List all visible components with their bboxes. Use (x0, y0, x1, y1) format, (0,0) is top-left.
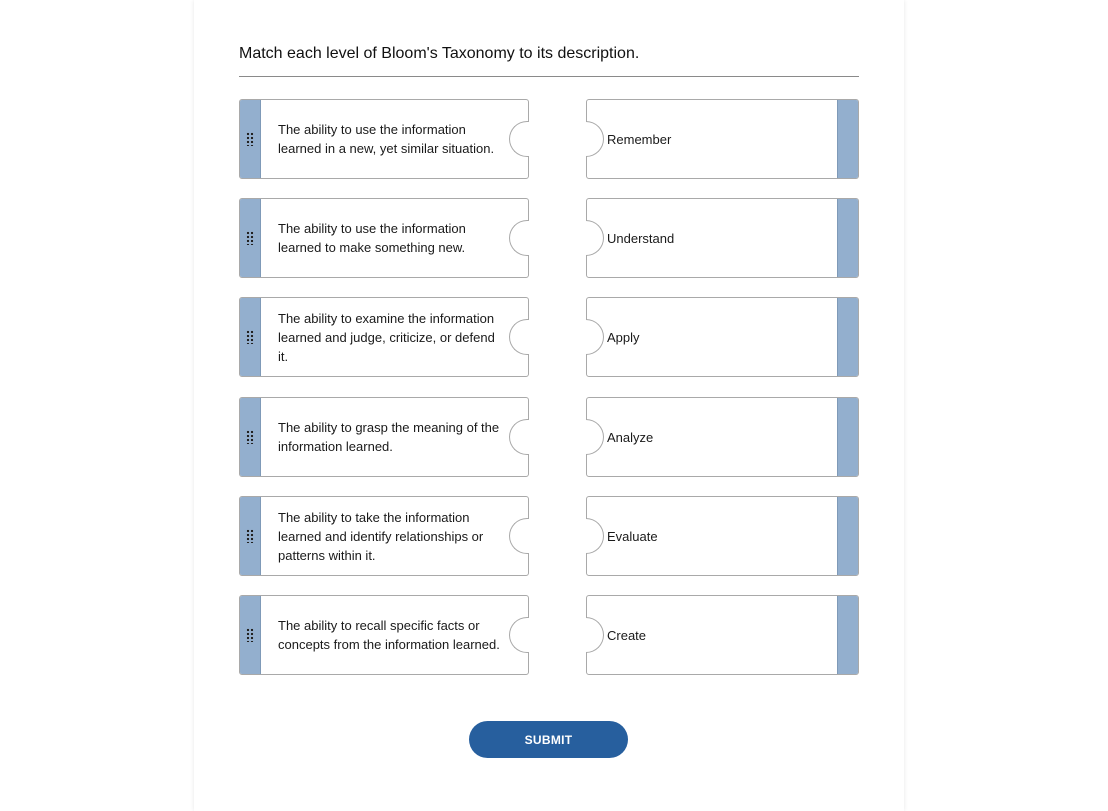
drag-handle[interactable] (240, 497, 261, 575)
drag-handle[interactable] (240, 398, 261, 476)
level-drop-target[interactable] (586, 297, 859, 377)
description-text: The ability to grasp the meaning of the information learned. (278, 420, 500, 454)
level-label: Understand (607, 230, 675, 246)
connector-socket (586, 220, 604, 256)
level-accent-bar (837, 100, 858, 178)
description-text: The ability to use the information learned in a new, yet similar situation. (278, 122, 495, 156)
connector-tab (509, 617, 529, 653)
level-accent-bar (837, 596, 858, 674)
connector-socket (586, 121, 604, 157)
connector-socket (586, 617, 604, 653)
drag-grip-icon (246, 330, 254, 344)
connector-tab (509, 419, 529, 455)
level-drop-target[interactable] (586, 595, 859, 675)
drag-grip-icon (246, 628, 254, 642)
connector-tab (509, 220, 529, 256)
level-accent-bar (837, 497, 858, 575)
level-drop-target[interactable] (586, 496, 859, 576)
description-draggable-card[interactable] (239, 595, 529, 675)
description-draggable-card[interactable] (239, 496, 529, 576)
level-drop-target[interactable] (586, 99, 859, 179)
match-row (239, 297, 859, 377)
drag-handle[interactable] (240, 100, 261, 178)
level-accent-bar (837, 199, 858, 277)
level-drop-target[interactable] (586, 198, 859, 278)
drag-grip-icon (246, 529, 254, 543)
description-text: The ability to recall specific facts or concepts from the information learned. (278, 618, 500, 652)
drag-handle[interactable] (240, 298, 261, 376)
match-row (239, 198, 859, 278)
drag-handle[interactable] (240, 199, 261, 277)
connector-tab (509, 518, 529, 554)
level-label: Evaluate (607, 528, 658, 544)
level-drop-target[interactable] (586, 397, 859, 477)
description-text: The ability to use the information learned to make something new. (278, 221, 466, 255)
level-label: Apply (607, 329, 640, 345)
description-draggable-card[interactable] (239, 99, 529, 179)
connector-socket (586, 319, 604, 355)
drag-grip-icon (246, 430, 254, 444)
match-row (239, 99, 859, 179)
drag-grip-icon (246, 132, 254, 146)
drag-handle[interactable] (240, 596, 261, 674)
connector-tab (509, 121, 529, 157)
connector-tab (509, 319, 529, 355)
question-title: Match each level of Bloom's Taxonomy to its description. (239, 44, 859, 77)
description-draggable-card[interactable] (239, 297, 529, 377)
level-label: Remember (607, 131, 672, 147)
description-draggable-card[interactable] (239, 397, 529, 477)
level-accent-bar (837, 398, 858, 476)
match-row (239, 595, 859, 675)
level-label: Create (607, 627, 647, 643)
match-row (239, 496, 859, 576)
description-text: The ability to examine the information learned and judge, criticize, or defend it. (278, 310, 495, 364)
description-text: The ability to take the information learned and identify relationships or patterns within it. (278, 509, 484, 563)
drag-grip-icon (246, 231, 254, 245)
level-label: Analyze (607, 429, 654, 445)
description-draggable-card[interactable] (239, 198, 529, 278)
connector-socket (586, 518, 604, 554)
level-accent-bar (837, 298, 858, 376)
connector-socket (586, 419, 604, 455)
submit-button[interactable]: SUBMIT (469, 721, 628, 758)
match-row (239, 397, 859, 477)
